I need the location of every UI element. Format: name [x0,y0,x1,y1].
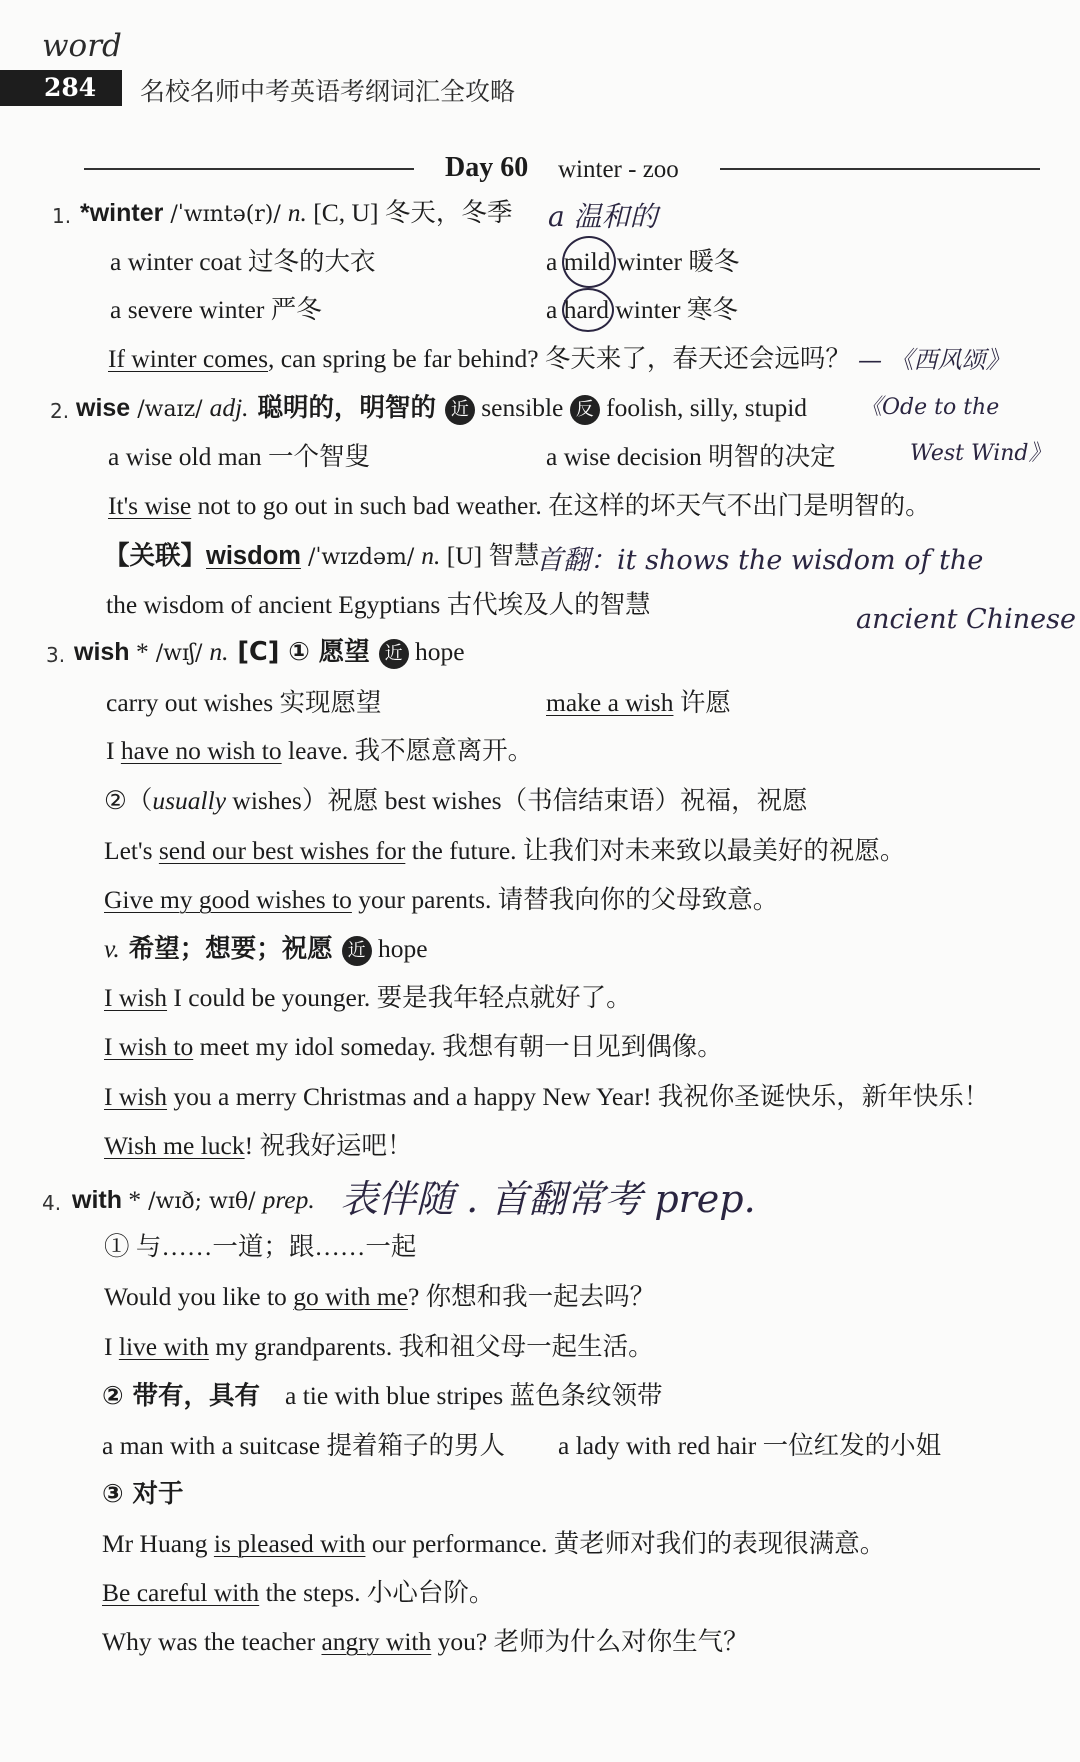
verb-sense-line [104,934,428,966]
handwritten-note: 《Ode to the [860,395,1000,420]
sentence-text: the steps. 小心台阶。 [259,1578,495,1607]
synonym: hope [371,934,428,963]
entry-winter-headline [80,198,512,230]
headword-with: with [72,1186,122,1214]
key-phrase: I wish to [104,1032,194,1061]
part-of-speech: n. [421,541,441,570]
related-word: wisdom [206,542,301,570]
example-sentence [104,836,905,866]
synonym-badge: 近 [342,936,372,966]
synonym-badge: 近 [379,639,409,669]
synonym: sensible [474,393,570,422]
key-phrase: make a wish [546,688,674,717]
example-sentence [102,1627,749,1657]
antonyms: foolish, silly, stupid [599,393,808,422]
handwritten-note: — 《西风颂》 [858,346,1010,374]
definition: [C, U] 冬天，冬季 [306,198,513,227]
related-label: 【关联】 [104,541,207,571]
handwritten-note: ancient Chinese [856,604,1076,635]
entry-number: 2. [50,399,70,423]
phrase-text: 许愿 [673,688,731,717]
definition: 聪明的，明智的 [248,393,445,423]
sentence-text: ? 你想和我一起去吗？ [407,1282,656,1311]
sense-line [102,1381,260,1411]
example-sentence [108,491,931,521]
example-sentence [104,1131,413,1161]
key-phrase: Give my good wishes to [104,885,352,914]
handwritten-circle [562,288,614,332]
example-sentence [104,1282,655,1312]
handwritten-note: West Wind》 [910,441,1051,466]
entry-number: 4. [42,1191,62,1215]
handwritten-circle [562,236,616,288]
example-sentence [108,344,851,374]
part-of-speech: n. [287,198,307,227]
key-phrase: live with [118,1332,209,1361]
usage-note: usually [152,786,227,815]
example-phrase: a mild winter 暖冬 [546,247,740,276]
sentence-text: you? 老师为什么对你生气？ [431,1627,749,1656]
sentence-text: my grandparents. 我和祖父母一起生活。 [208,1332,654,1361]
divider-left [84,168,414,170]
key-phrase: I wish [104,1082,168,1111]
sense-text: ② 带有，具有 [102,1381,260,1411]
entry-number: 3. [46,643,66,667]
sense-line: ① 与……一道；跟……一起 [104,1232,417,1261]
example-sentence [104,1332,654,1362]
part-of-speech: prep. [262,1185,315,1214]
headword-wish: wish [74,638,130,666]
sentence-text: Mr Huang [102,1529,214,1558]
part-of-speech: n. [209,637,229,666]
example-phrase: a wise old man 一个智叟 [108,442,371,471]
divider-right [720,168,1040,170]
key-phrase: is pleased with [213,1529,366,1558]
key-phrase: Wish me luck [104,1131,245,1160]
headword-winter: *winter [80,199,164,227]
sentence-text: the future. 让我们对未来致以最美好的祝愿。 [405,836,906,865]
sentence-text: , can spring be far behind? 冬天来了，春天还会远吗？ [268,344,851,373]
example-phrase [546,688,731,718]
sentence-text: your parents. 请替我向你的父母致意。 [351,885,779,914]
key-phrase: send our best wishes for [158,836,406,865]
definition: [U] 智慧 [440,541,540,570]
entry-wise-headline [76,393,807,425]
sentence-text: Let's [104,836,159,865]
example-sentence [102,1578,494,1608]
handwritten-note: 表伴随 . 首翻常考 prep. [340,1177,756,1221]
sentence-text: I [104,1332,119,1361]
headword-wise: wise [76,394,131,422]
sentence-text: you a merry Christmas and a happy New Year! 我祝你圣诞快乐，新年快乐！ [167,1082,990,1111]
example-phrase: the wisdom of ancient Egyptians 古代埃及人的智慧 [106,590,651,619]
example-phrase: a man with a suitcase 提着箱子的男人 [102,1431,505,1460]
synonym: hope [408,637,465,666]
definition: 希望；想要；祝愿 [119,934,342,964]
sentence-text: I could be younger. 要是我年轻点就好了。 [167,983,632,1012]
sense-line [102,1479,183,1509]
day-label: Day 60 [445,152,529,183]
sentence-text: meet my idol someday. 我想有朝一日见到偶像。 [193,1032,723,1061]
core-word-star: * [122,1185,142,1214]
sentence-text: Why was the teacher [102,1627,322,1656]
key-phrase: I wish [104,983,168,1012]
sentence-text: leave. 我不愿意离开。 [281,736,534,765]
key-phrase: have no wish to [120,736,282,765]
sentence-text: ! 祝我好运吧！ [244,1131,413,1160]
example-sentence [104,983,632,1013]
entry-with-headline [72,1185,315,1217]
sense-text: ②（ [104,786,153,815]
day-range: winter - zoo [558,156,679,183]
page-number: 284 [44,73,97,102]
ipa: /ˈwɪzdəm/ [300,545,422,570]
ipa: /ˈwɪntə(r)/ [163,202,288,227]
part-of-speech: v. [104,934,120,963]
sentence-text: our performance. 黄老师对我们的表现很满意。 [365,1529,886,1558]
entry-number: 1. [52,204,72,228]
key-phrase: If winter comes [108,344,269,373]
example-phrase: a tie with blue stripes 蓝色条纹领带 [285,1381,663,1410]
part-of-speech: adj. [209,393,249,422]
ipa: /wɪʃ/ [148,641,210,666]
sense-text: wishes）祝愿 best wishes（书信结束语）祝福，祝愿 [226,786,808,815]
key-phrase: go with me [293,1282,408,1311]
sentence-text: not to go out in such bad weather. 在这样的坏天气不出门是明智的。 [191,491,931,520]
sense-text: ③ 对于 [102,1479,184,1509]
entry-wish-headline [74,637,465,669]
example-phrase: a wise decision 明智的决定 [546,442,836,471]
synonym-badge: 近 [445,395,475,425]
example-sentence [106,736,533,766]
core-word-star: * [129,637,149,666]
sense-line [104,786,808,816]
example-sentence [104,885,778,915]
example-sentence [104,1082,989,1112]
key-phrase: angry with [321,1627,432,1656]
key-phrase: Be careful with [102,1578,260,1607]
ipa: /wɪð; wɪθ/ [141,1189,263,1214]
sentence-text: I [106,736,121,765]
sentence-text: Would you like to [104,1282,294,1311]
handwritten-note: a 温和的 [548,200,658,233]
book-title: 名校名师中考英语考纲词汇全攻略 [140,77,516,106]
example-sentence [102,1529,885,1559]
example-phrase: a hard winter 寒冬 [546,295,738,324]
antonym-badge: 反 [570,395,600,425]
example-phrase: a severe winter 严冬 [110,295,322,324]
definition: [C] ① 愿望 [228,637,379,667]
handwritten-word-mark: word [42,28,122,64]
example-phrase: carry out wishes 实现愿望 [106,688,382,717]
related-word-line [104,541,540,573]
example-sentence [104,1032,723,1062]
example-phrase: a lady with red hair 一位红发的小姐 [558,1431,942,1460]
key-phrase: It's wise [108,491,192,520]
handwritten-note: 首翻：it shows the wisdom of the [536,545,984,576]
example-phrase: a winter coat 过冬的大衣 [110,247,376,276]
ipa: /waɪz/ [130,397,210,422]
